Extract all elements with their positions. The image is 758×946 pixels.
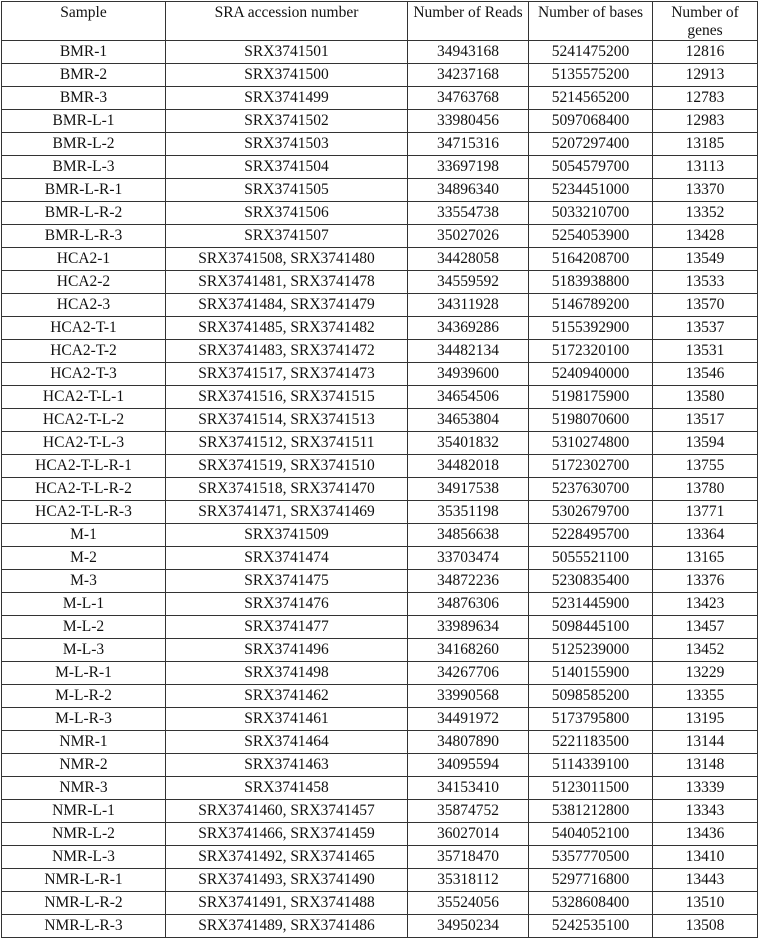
reads-cell: 34428058: [408, 248, 529, 271]
sample-cell: HCA2-1: [2, 248, 166, 271]
sample-cell: M-L-R-2: [2, 685, 166, 708]
sra-accession-cell: SRX3741481, SRX3741478: [166, 271, 408, 294]
table-row: [2, 225, 758, 248]
sra-accession-cell: SRX3741458: [166, 777, 408, 800]
sra-accession-cell: SRX3741477: [166, 616, 408, 639]
sample-cell: HCA2-T-L-R-1: [2, 455, 166, 478]
bases-cell: 5114339100: [529, 754, 653, 777]
bases-cell: 5242535100: [529, 915, 653, 938]
genes-cell: 13370: [653, 179, 758, 202]
sra-accession-cell: SRX3741474: [166, 547, 408, 570]
reads-cell: 34653804: [408, 409, 529, 432]
table-row: [2, 685, 758, 708]
sra-accession-cell: SRX3741461: [166, 708, 408, 731]
table-row: [2, 731, 758, 754]
reads-cell: 34763768: [408, 87, 529, 110]
sra-accession-cell: SRX3741499: [166, 87, 408, 110]
sample-cell: M-3: [2, 570, 166, 593]
genes-cell: 12783: [653, 87, 758, 110]
genes-cell: 12913: [653, 64, 758, 87]
genes-cell: 13546: [653, 363, 758, 386]
reads-cell: 35351198: [408, 501, 529, 524]
sra-accession-cell: SRX3741517, SRX3741473: [166, 363, 408, 386]
sample-cell: BMR-L-R-3: [2, 225, 166, 248]
table-body: [2, 41, 758, 938]
table-row: [2, 64, 758, 87]
bases-cell: 5135575200: [529, 64, 653, 87]
sra-accession-cell: SRX3741519, SRX3741510: [166, 455, 408, 478]
sample-cell: BMR-L-R-1: [2, 179, 166, 202]
header-number-of-reads: Number of Reads: [408, 2, 529, 41]
sra-accession-cell: SRX3741489, SRX3741486: [166, 915, 408, 938]
sra-accession-cell: SRX3741502: [166, 110, 408, 133]
sra-accession-cell: SRX3741501: [166, 41, 408, 64]
header-number-of-genes: Number of genes: [653, 2, 758, 41]
bases-cell: 5173795800: [529, 708, 653, 731]
table-row: [2, 524, 758, 547]
sample-cell: HCA2-T-2: [2, 340, 166, 363]
bases-cell: 5381212800: [529, 800, 653, 823]
sample-cell: NMR-3: [2, 777, 166, 800]
sample-cell: M-2: [2, 547, 166, 570]
reads-cell: 34950234: [408, 915, 529, 938]
reads-cell: 34482018: [408, 455, 529, 478]
reads-cell: 34168260: [408, 639, 529, 662]
sra-accession-cell: SRX3741516, SRX3741515: [166, 386, 408, 409]
reads-cell: 34491972: [408, 708, 529, 731]
table-row: [2, 892, 758, 915]
bases-cell: 5254053900: [529, 225, 653, 248]
reads-cell: 35524056: [408, 892, 529, 915]
genes-cell: 12983: [653, 110, 758, 133]
reads-cell: 33697198: [408, 156, 529, 179]
sra-accession-cell: SRX3741491, SRX3741488: [166, 892, 408, 915]
reads-cell: 34872236: [408, 570, 529, 593]
table-row: [2, 271, 758, 294]
bases-cell: 5228495700: [529, 524, 653, 547]
bases-cell: 5146789200: [529, 294, 653, 317]
table-row: [2, 478, 758, 501]
table-row: [2, 87, 758, 110]
bases-cell: 5240940000: [529, 363, 653, 386]
table-row: [2, 110, 758, 133]
sample-cell: BMR-L-1: [2, 110, 166, 133]
sample-cell: HCA2-T-L-3: [2, 432, 166, 455]
sra-accession-cell: SRX3741508, SRX3741480: [166, 248, 408, 271]
bases-cell: 5207297400: [529, 133, 653, 156]
table-row: [2, 179, 758, 202]
table-row: [2, 800, 758, 823]
reads-cell: 35874752: [408, 800, 529, 823]
reads-cell: 35027026: [408, 225, 529, 248]
table-row: [2, 823, 758, 846]
genes-cell: 13195: [653, 708, 758, 731]
genes-cell: 13533: [653, 271, 758, 294]
sample-cell: M-L-3: [2, 639, 166, 662]
sample-cell: HCA2-T-L-1: [2, 386, 166, 409]
table-row: [2, 662, 758, 685]
genes-cell: 13508: [653, 915, 758, 938]
bases-cell: 5098585200: [529, 685, 653, 708]
genes-cell: 13428: [653, 225, 758, 248]
bases-cell: 5198070600: [529, 409, 653, 432]
genes-cell: 13510: [653, 892, 758, 915]
genes-cell: 13148: [653, 754, 758, 777]
table-row: [2, 593, 758, 616]
table-row: [2, 41, 758, 64]
sample-cell: NMR-L-1: [2, 800, 166, 823]
header-sra-accession: SRA accession number: [166, 2, 408, 41]
table-row: [2, 455, 758, 478]
genes-cell: 13229: [653, 662, 758, 685]
sample-cell: HCA2-T-L-2: [2, 409, 166, 432]
sra-accession-cell: SRX3741463: [166, 754, 408, 777]
table-row: [2, 133, 758, 156]
sample-cell: NMR-2: [2, 754, 166, 777]
sample-cell: BMR-2: [2, 64, 166, 87]
sample-cell: NMR-L-R-3: [2, 915, 166, 938]
sample-cell: M-1: [2, 524, 166, 547]
reads-cell: 34715316: [408, 133, 529, 156]
reads-cell: 34896340: [408, 179, 529, 202]
sample-cell: NMR-1: [2, 731, 166, 754]
sra-accession-cell: SRX3741500: [166, 64, 408, 87]
sra-accession-cell: SRX3741493, SRX3741490: [166, 869, 408, 892]
bases-cell: 5055521100: [529, 547, 653, 570]
table-row: [2, 846, 758, 869]
bases-cell: 5328608400: [529, 892, 653, 915]
header-sample: Sample: [2, 2, 166, 41]
genes-cell: 13771: [653, 501, 758, 524]
bases-cell: 5054579700: [529, 156, 653, 179]
sra-accession-cell: SRX3741503: [166, 133, 408, 156]
reads-cell: 34856638: [408, 524, 529, 547]
table-row: [2, 754, 758, 777]
reads-cell: 35318112: [408, 869, 529, 892]
table-row: [2, 915, 758, 938]
sra-accession-cell: SRX3741509: [166, 524, 408, 547]
bases-cell: 5125239000: [529, 639, 653, 662]
bases-cell: 5198175900: [529, 386, 653, 409]
genes-cell: 13755: [653, 455, 758, 478]
reads-cell: 35401832: [408, 432, 529, 455]
genes-cell: 13144: [653, 731, 758, 754]
table-row: [2, 570, 758, 593]
sample-cell: HCA2-T-1: [2, 317, 166, 340]
bases-cell: 5231445900: [529, 593, 653, 616]
sample-cell: BMR-L-2: [2, 133, 166, 156]
reads-cell: 34311928: [408, 294, 529, 317]
table-row: [2, 363, 758, 386]
sra-accession-cell: SRX3741485, SRX3741482: [166, 317, 408, 340]
reads-cell: 33703474: [408, 547, 529, 570]
table-row: [2, 432, 758, 455]
table-row: [2, 777, 758, 800]
sample-cell: NMR-L-2: [2, 823, 166, 846]
genes-cell: 13165: [653, 547, 758, 570]
sample-cell: HCA2-T-L-R-3: [2, 501, 166, 524]
genes-cell: 13185: [653, 133, 758, 156]
bases-cell: 5357770500: [529, 846, 653, 869]
sample-cell: M-L-R-1: [2, 662, 166, 685]
sample-cell: HCA2-T-L-R-2: [2, 478, 166, 501]
reads-cell: 34807890: [408, 731, 529, 754]
reads-cell: 34267706: [408, 662, 529, 685]
sra-accession-cell: SRX3741504: [166, 156, 408, 179]
bases-cell: 5214565200: [529, 87, 653, 110]
table-row: [2, 547, 758, 570]
genes-cell: 13410: [653, 846, 758, 869]
sample-cell: NMR-L-R-2: [2, 892, 166, 915]
table-row: [2, 869, 758, 892]
reads-cell: 33989634: [408, 616, 529, 639]
reads-cell: 34939600: [408, 363, 529, 386]
genes-cell: 13113: [653, 156, 758, 179]
sample-cell: HCA2-3: [2, 294, 166, 317]
bases-cell: 5221183500: [529, 731, 653, 754]
sample-cell: M-L-1: [2, 593, 166, 616]
table-row: [2, 294, 758, 317]
bases-cell: 5404052100: [529, 823, 653, 846]
sra-accession-cell: SRX3741462: [166, 685, 408, 708]
genes-cell: 13517: [653, 409, 758, 432]
bases-cell: 5123011500: [529, 777, 653, 800]
genes-cell: 13423: [653, 593, 758, 616]
reads-cell: 36027014: [408, 823, 529, 846]
sra-accession-cell: SRX3741518, SRX3741470: [166, 478, 408, 501]
bases-cell: 5230835400: [529, 570, 653, 593]
sample-cell: NMR-L-R-1: [2, 869, 166, 892]
genes-cell: 13531: [653, 340, 758, 363]
sra-accession-cell: SRX3741475: [166, 570, 408, 593]
reads-cell: 34369286: [408, 317, 529, 340]
bases-cell: 5183938800: [529, 271, 653, 294]
sample-cell: BMR-1: [2, 41, 166, 64]
reads-cell: 33554738: [408, 202, 529, 225]
bases-cell: 5140155900: [529, 662, 653, 685]
sra-accession-cell: SRX3741484, SRX3741479: [166, 294, 408, 317]
bases-cell: 5172320100: [529, 340, 653, 363]
table-row: [2, 616, 758, 639]
sra-accession-cell: SRX3741460, SRX3741457: [166, 800, 408, 823]
reads-cell: 33980456: [408, 110, 529, 133]
sra-accession-cell: SRX3741505: [166, 179, 408, 202]
genes-cell: 13549: [653, 248, 758, 271]
genes-cell: 13443: [653, 869, 758, 892]
sra-accession-cell: SRX3741512, SRX3741511: [166, 432, 408, 455]
reads-cell: 34095594: [408, 754, 529, 777]
table-row: [2, 156, 758, 179]
sra-accession-cell: SRX3741483, SRX3741472: [166, 340, 408, 363]
sample-cell: HCA2-2: [2, 271, 166, 294]
table-row: [2, 639, 758, 662]
bases-cell: 5172302700: [529, 455, 653, 478]
bases-cell: 5234451000: [529, 179, 653, 202]
sra-accession-cell: SRX3741476: [166, 593, 408, 616]
reads-cell: 34654506: [408, 386, 529, 409]
genes-cell: 13364: [653, 524, 758, 547]
sra-accession-cell: SRX3741506: [166, 202, 408, 225]
genes-cell: 13570: [653, 294, 758, 317]
genes-cell: 13780: [653, 478, 758, 501]
sample-cell: M-L-R-3: [2, 708, 166, 731]
genes-cell: 12816: [653, 41, 758, 64]
sra-accession-cell: SRX3741507: [166, 225, 408, 248]
bases-cell: 5241475200: [529, 41, 653, 64]
sra-accession-cell: SRX3741514, SRX3741513: [166, 409, 408, 432]
sample-cell: HCA2-T-3: [2, 363, 166, 386]
sample-cell: NMR-L-3: [2, 846, 166, 869]
genes-cell: 13537: [653, 317, 758, 340]
table-row: [2, 248, 758, 271]
table-row: [2, 340, 758, 363]
genes-cell: 13594: [653, 432, 758, 455]
table-row: [2, 708, 758, 731]
bases-cell: 5164208700: [529, 248, 653, 271]
genes-cell: 13580: [653, 386, 758, 409]
genes-cell: 13452: [653, 639, 758, 662]
genes-cell: 13355: [653, 685, 758, 708]
sra-sample-table: [1, 1, 758, 938]
bases-cell: 5297716800: [529, 869, 653, 892]
reads-cell: 34917538: [408, 478, 529, 501]
bases-cell: 5302679700: [529, 501, 653, 524]
genes-cell: 13343: [653, 800, 758, 823]
genes-cell: 13339: [653, 777, 758, 800]
table-row: [2, 409, 758, 432]
sample-cell: BMR-L-R-2: [2, 202, 166, 225]
sra-accession-cell: SRX3741464: [166, 731, 408, 754]
reads-cell: 34482134: [408, 340, 529, 363]
sra-accession-cell: SRX3741496: [166, 639, 408, 662]
table-header-row: [2, 2, 758, 41]
bases-cell: 5033210700: [529, 202, 653, 225]
reads-cell: 34237168: [408, 64, 529, 87]
bases-cell: 5098445100: [529, 616, 653, 639]
sample-cell: M-L-2: [2, 616, 166, 639]
sample-cell: BMR-L-3: [2, 156, 166, 179]
reads-cell: 34876306: [408, 593, 529, 616]
genes-cell: 13376: [653, 570, 758, 593]
sra-accession-cell: SRX3741471, SRX3741469: [166, 501, 408, 524]
header-number-of-bases: Number of bases: [529, 2, 653, 41]
sample-cell: BMR-3: [2, 87, 166, 110]
bases-cell: 5097068400: [529, 110, 653, 133]
reads-cell: 34943168: [408, 41, 529, 64]
genes-cell: 13436: [653, 823, 758, 846]
reads-cell: 34153410: [408, 777, 529, 800]
bases-cell: 5310274800: [529, 432, 653, 455]
sra-accession-cell: SRX3741498: [166, 662, 408, 685]
bases-cell: 5237630700: [529, 478, 653, 501]
table-row: [2, 501, 758, 524]
sra-accession-cell: SRX3741492, SRX3741465: [166, 846, 408, 869]
reads-cell: 33990568: [408, 685, 529, 708]
genes-cell: 13352: [653, 202, 758, 225]
table-row: [2, 386, 758, 409]
genes-cell: 13457: [653, 616, 758, 639]
table-row: [2, 317, 758, 340]
bases-cell: 5155392900: [529, 317, 653, 340]
table-row: [2, 202, 758, 225]
reads-cell: 34559592: [408, 271, 529, 294]
reads-cell: 35718470: [408, 846, 529, 869]
sra-accession-cell: SRX3741466, SRX3741459: [166, 823, 408, 846]
